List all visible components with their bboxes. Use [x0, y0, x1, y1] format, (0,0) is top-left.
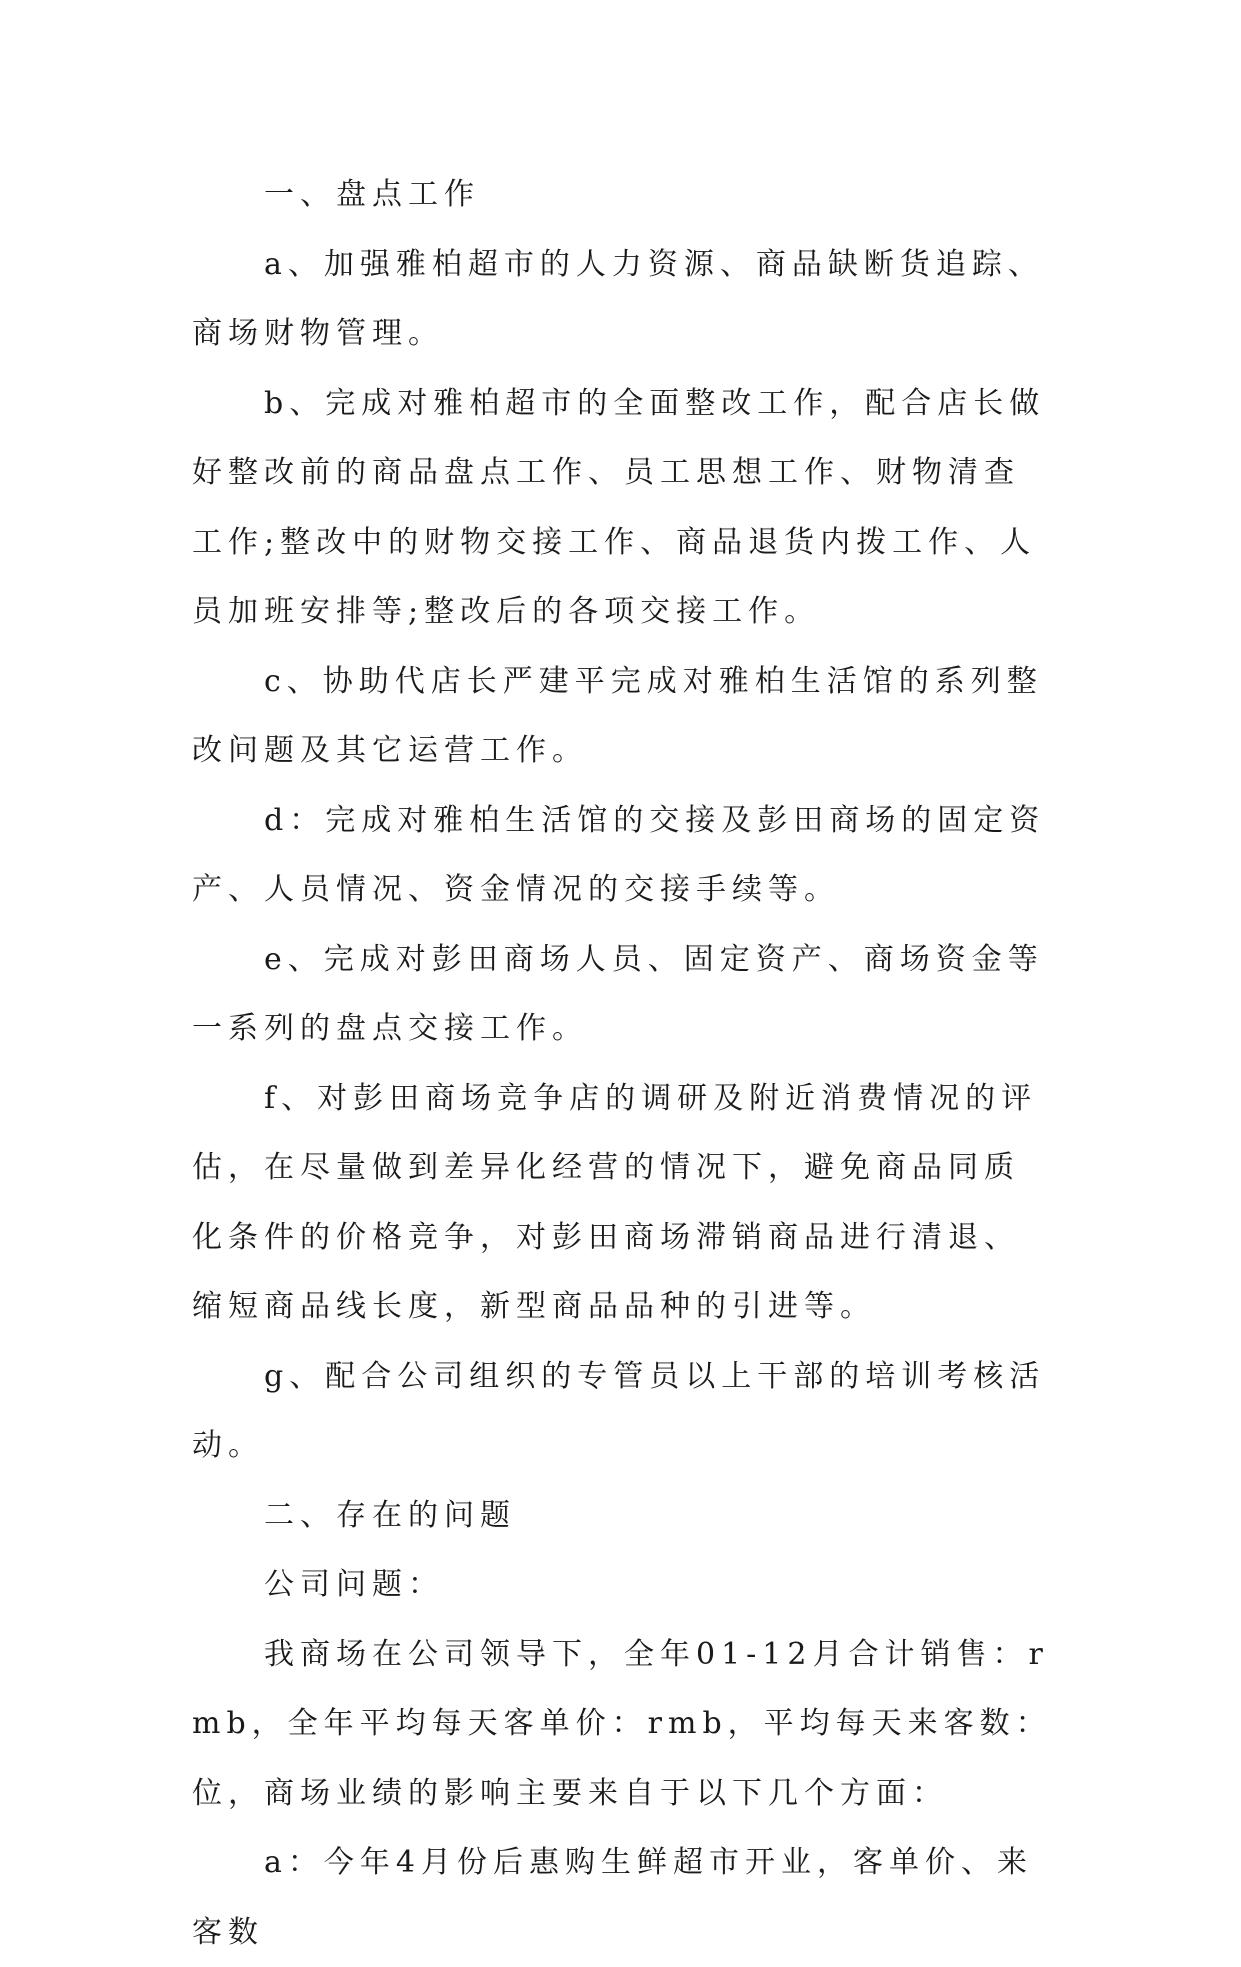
paragraph-problem-a: a：今年4月份后惠购生鲜超市开业，客单价、来客数 [192, 1845, 1033, 1950]
paragraph-item-d: d：完成对雅柏生活馆的交接及彭田商场的固定资产、人员情况、资金情况的交接手续等。 [192, 802, 1046, 907]
document-body [192, 160, 1052, 1967]
paragraph-item-c: c、协助代店长严建平完成对雅柏生活馆的系列整改问题及其它运营工作。 [192, 663, 1043, 768]
paragraph-item-g: g、配合公司组织的专管员以上干部的培训考核活动。 [192, 1358, 1046, 1463]
paragraph-item-b: b、完成对雅柏超市的全面整改工作，配合店长做好整改前的商品盘点工作、员工思想工作、财物清查工作;整改中的财物交接工作、商品退货内拨工作、人员加班安排等;整改后的各项交接工作。 [192, 385, 1046, 629]
paragraph-item-a: a、加强雅柏超市的人力资源、商品缺断货追踪、商场财物管理。 [192, 246, 1044, 351]
paragraph-item-e: e、完成对彭田商场人员、固定资产、商场资金等一系列的盘点交接工作。 [192, 941, 1044, 1046]
paragraph-item-f: f、对彭田商场竞争店的调研及附近消费情况的评估，在尽量做到差异化经营的情况下，避免商品同质化条件的价格竞争，对彭田商场滞销商品进行清退、缩短商品线长度，新型商品品种的引进等。 [192, 1080, 1038, 1324]
section-heading-problems: 二、存在的问题 [264, 1497, 516, 1533]
section-heading-inventory: 一、盘点工作 [264, 177, 480, 212]
subheading-company-problems: 公司问题： [264, 1567, 444, 1602]
paragraph-sales-summary: 我商场在公司领导下，全年01-12月合计销售：rmb，全年平均每天客单价：rmb，平均每天来客数：位，商场业绩的影响主要来自于以下几个方面： [192, 1636, 1052, 1811]
